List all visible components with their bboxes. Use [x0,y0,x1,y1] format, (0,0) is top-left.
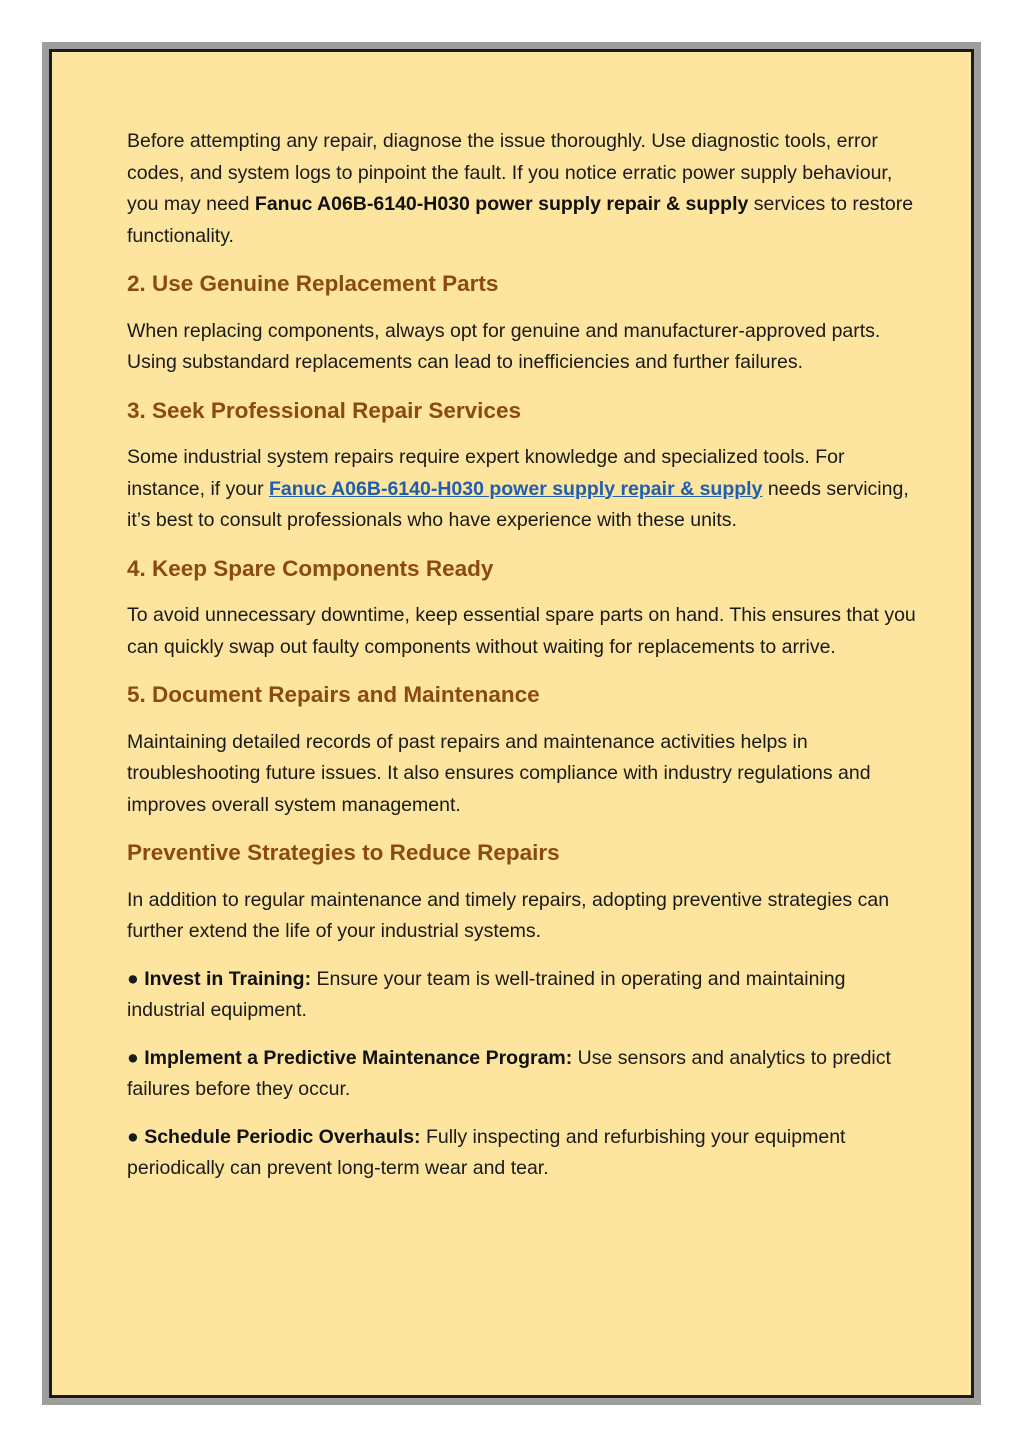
section-body-genuine-parts: When replacing components, always opt for genuine and manufacturer-approved parts. Using substandard replacements can lead to inefficiencies and further failures. [127,319,881,373]
page [49,49,974,1398]
bullet-text-periodic-overhauls: Fully inspecting and refurbishing your equipment periodically can prevent long-term wear and tear. [127,1125,846,1179]
section-heading-preventive-strategies: Preventive Strategies to Reduce Repairs [127,840,560,865]
intro-bold-service: Fanuc A06B-6140-H030 power supply repair & supply [254,193,749,215]
bullet-text-predictive-maintenance: Use sensors and analytics to predict failures before they occur. [127,1046,891,1100]
section-body-preventive-strategies: In addition to regular maintenance and timely repairs, adopting preventive strategies can further extend the life of your industrial systems. [127,888,890,942]
bullet-label-predictive-maintenance: Implement a Predictive Maintenance Program: [144,1046,573,1069]
professional-repair-text-before: Some industrial system repairs require expert knowledge and specialized tools. For instance, if your [127,446,845,500]
fanuc-repair-link[interactable]: Fanuc A06B-6140-H030 power supply repair & supply [268,477,763,500]
bullet-dot-icon: ● [127,1125,139,1148]
section-heading-genuine-parts: 2. Use Genuine Replacement Parts [127,271,499,296]
intro-paragraph [127,126,917,252]
page-frame [42,42,981,1405]
section-heading-document-repairs: 5. Document Repairs and Maintenance [127,682,540,707]
intro-text-before: Before attempting any repair, diagnose the issue thoroughly. Use diagnostic tools, error codes, and system logs to pinpoint the fault. If you notice erratic power supply behaviour, you may need [127,130,893,215]
section-body-spare-components: To avoid unnecessary downtime, keep essential spare parts on hand. This ensures that you can quickly swap out faulty components without waiting for replacements to arrive. [127,604,916,658]
bullet-dot-icon: ● [127,1046,139,1069]
bullet-label-training: Invest in Training: [144,967,312,990]
section-body-professional-repair [127,442,917,537]
bullet-item-training [127,964,917,1027]
professional-repair-text-after: needs servicing, it’s best to consult professionals who have experience with these units. [127,477,909,531]
document-content [127,126,917,1201]
bullet-item-predictive-maintenance [127,1043,917,1106]
bullet-text-training: Ensure your team is well-trained in operating and maintaining industrial equipment. [127,967,846,1021]
bullet-dot-icon: ● [127,967,139,990]
intro-text-after: services to restore functionality. [127,193,914,247]
section-heading-professional-repair: 3. Seek Professional Repair Services [127,397,521,423]
bullet-label-periodic-overhauls: Schedule Periodic Overhauls: [144,1125,421,1148]
bullet-item-periodic-overhauls [127,1122,917,1185]
section-heading-spare-components: 4. Keep Spare Components Ready [127,555,494,581]
section-body-document-repairs: Maintaining detailed records of past repairs and maintenance activities helps in troubleshooting future issues. It also ensures compliance with industry regulations and improves overall system management. [127,730,871,816]
